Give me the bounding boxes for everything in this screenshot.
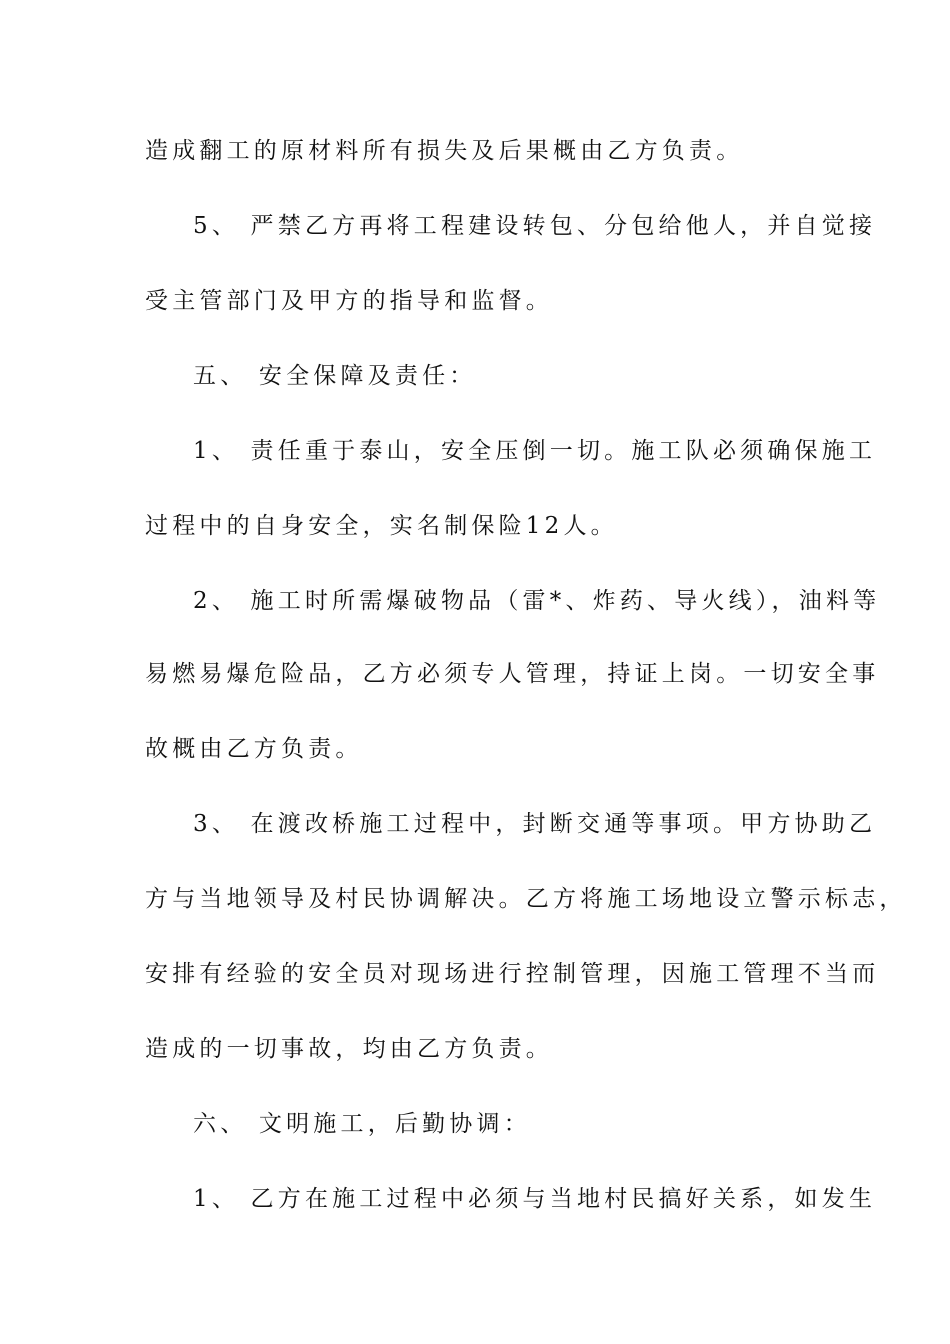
text-line: 造成的一切事故，均由乙方负责。 <box>145 1036 553 1062</box>
text-line: 易燃易爆危险品，乙方必须专人管理，持证上岗。一切安全事 <box>145 661 880 687</box>
clause-item: 3、 在渡改桥施工过程中，封断交通等事项。甲方协助乙 <box>193 811 877 837</box>
text-line: 造成翻工的原材料所有损失及后果概由乙方负责。 <box>145 138 744 164</box>
text-line: 故概由乙方负责。 <box>145 736 363 762</box>
clause-item: 1、 责任重于泰山，安全压倒一切。施工队必须确保施工 <box>193 438 877 464</box>
clause-item: 2、 施工时所需爆破物品（雷*、炸药、导火线），油料等 <box>193 588 881 614</box>
clause-item: 5、 严禁乙方再将工程建设转包、分包给他人，并自觉接 <box>193 213 877 239</box>
text-line: 受主管部门及甲方的指导和监督。 <box>145 288 553 314</box>
text-line: 方与当地领导及村民协调解决。乙方将施工场地设立警示标志， <box>145 886 907 912</box>
clause-item: 1、 乙方在施工过程中必须与当地村民搞好关系，如发生 <box>193 1186 877 1212</box>
text-line: 过程中的自身安全，实名制保险12人。 <box>145 513 618 539</box>
section-heading: 五、 安全保障及责任： <box>193 363 477 389</box>
section-heading: 六、 文明施工，后勤协调： <box>193 1111 531 1137</box>
text-line: 安排有经验的安全员对现场进行控制管理，因施工管理不当而 <box>145 961 880 987</box>
